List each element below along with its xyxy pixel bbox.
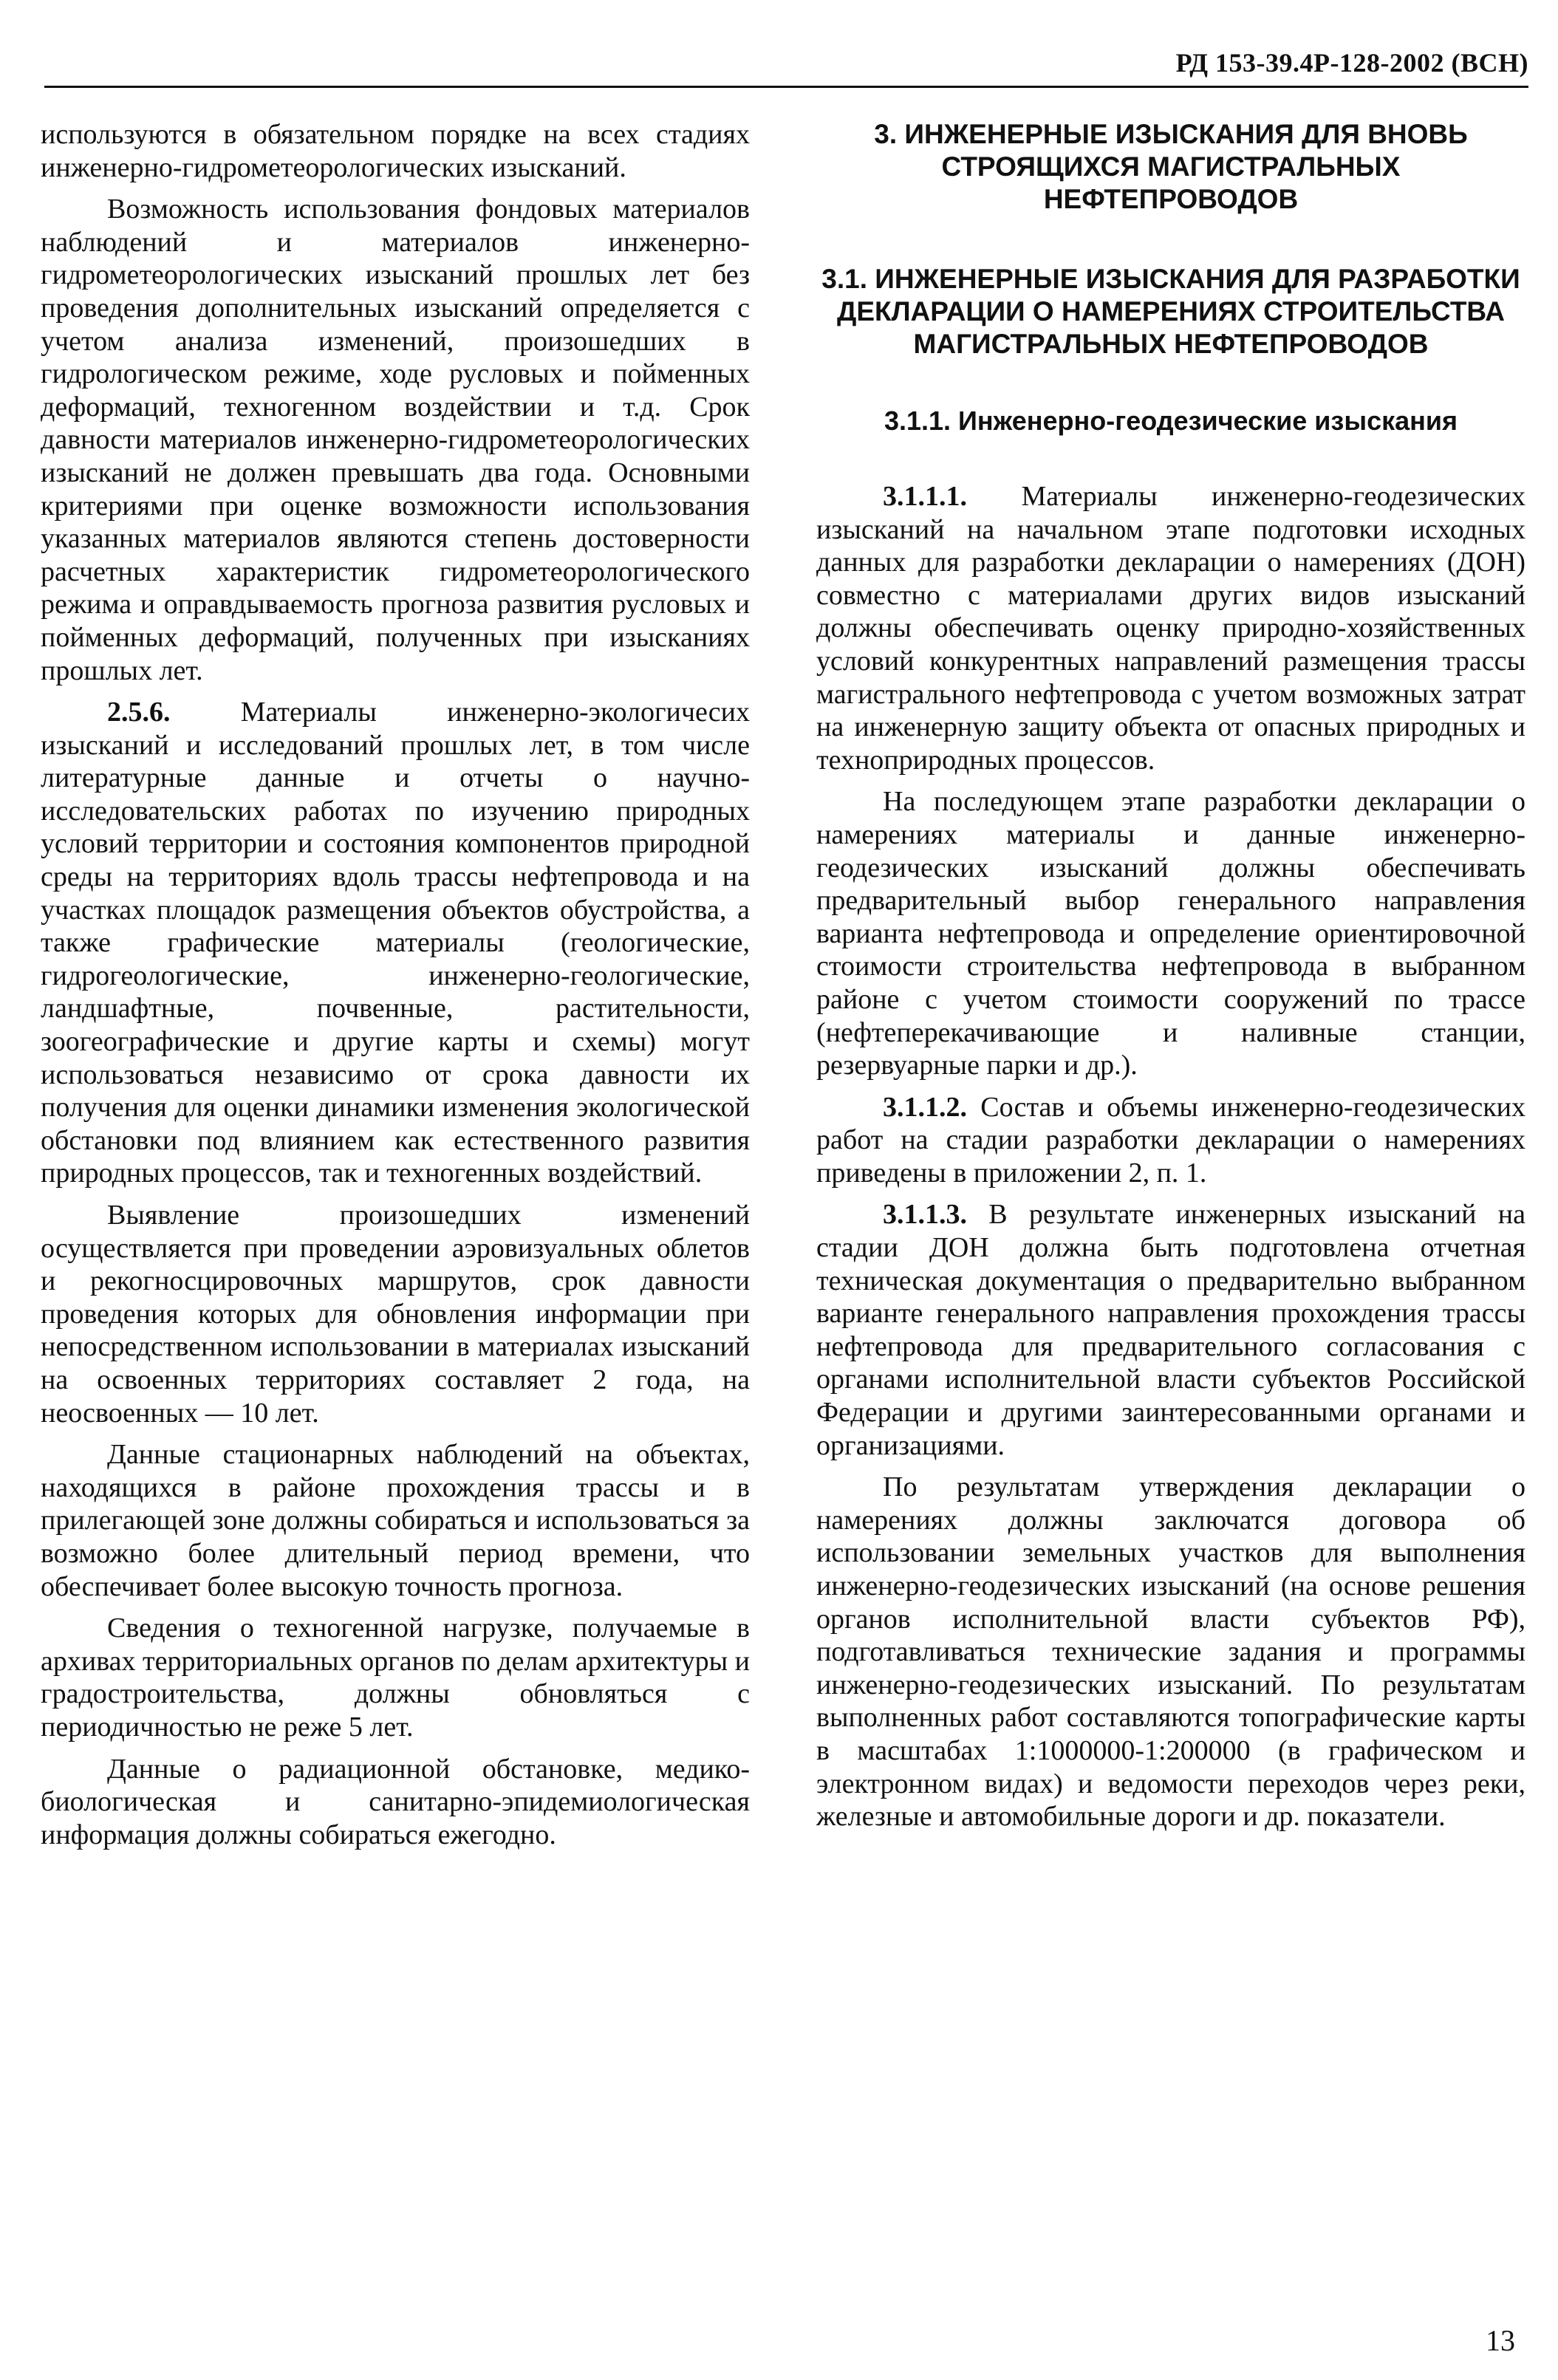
paragraph: Выявление произошедших изменений осуществляется при проведении аэровизуальных облетов и рекогносцировочных маршрутов, срок давности проведения которых для обновления информации при непосредственном использовании в материалах изысканий на освоенных территориях составляет 2 года, на неосвоенных — 10 лет. <box>41 1200 750 1429</box>
left-column <box>41 118 750 1860</box>
paragraph: На последующем этапе разработки декларации о намерениях материалы и данные инженерно-геодезических изысканий должны обеспечивать предварительный выбор генерального направления варианта нефтепровода и определение ориентировочной стоимости строительства нефтепровода в выбранном районе с учетом стоимости сооружений по трассе (нефтеперекачивающие и наливные станции, резервуарные парки и др.). <box>816 786 1525 1081</box>
document-code: РД 153-39.4Р-128-2002 (ВСН) <box>1175 48 1528 78</box>
clause-number: 3.1.1.1. <box>883 481 967 512</box>
paragraph: Данные о радиационной обстановке, медико-биологическая и санитарно-эпидемиологическая информация должны собираться ежегодно. <box>41 1753 750 1850</box>
paragraph: Сведения о техногенной нагрузке, получаемые в архивах территориальных органов по делам архитектуры и градостроительства, должны обновляться с периодичностью не реже 5 лет. <box>41 1613 750 1743</box>
page-number: 13 <box>1486 2324 1515 2357</box>
clause-number: 3.1.1.3. <box>883 1199 967 1231</box>
paragraph <box>41 696 750 1190</box>
paragraph: Данные стационарных наблюдений на объектах, находящихся в районе прохождения трассы и в прилегающей зоне должны собираться и использоваться за возможно более длительный период времени, что обеспечивает более высокую точность прогноза. <box>41 1439 750 1602</box>
section-heading-3-1-1: 3.1.1. Инженерно-геодезические изыскания <box>884 406 1458 436</box>
section-heading-3-1: 3.1. ИНЖЕНЕРНЫЕ ИЗЫСКАНИЯ ДЛЯ РАЗРАБОТКИ ДЕКЛАРАЦИИ О НАМЕРЕНИЯХ СТРОИТЕЛЬСТВА МАГИСТРАЛЬНЫХ НЕФТЕПРОВОДОВ <box>821 264 1520 359</box>
paragraph-text: Материалы инженерно-экологичесих изысканий и исследований прошлых лет, в том числе литературные данные и отчеты о научно-исследовательских работах по изучению природных условий территории и состояния компонентов природной среды на территориях вдоль трассы нефтепровода и на участках площадок размещения объектов обустройства, а также графические материалы (геологические, гидрогеологические, инженерно-геологические, ландшафтные, почвенные, растительности, зоогеографические и другие карты и схемы) могут использоваться независимо от срока давности их получения для оценки динамики изменения экологической обстановки под влиянием как естественного развития природных процессов, так и техногенных воздействий. <box>41 697 750 1189</box>
page-header <box>44 44 1528 88</box>
paragraph: используются в обязательном порядке на всех стадиях инженерно-гидрометеорологических изысканий. <box>41 119 750 183</box>
right-column <box>816 118 1525 1842</box>
paragraph-text: Материалы инженерно-геодезических изысканий на начальном этапе подготовки исходных данных для разработки декларации о намерениях (ДОН) совместно с материалами других видов изысканий должны обеспечивать оценку природно-хозяйственных условий конкурентных направлений размещения трассы магистрального нефтепровода с учетом возможных затрат на инженерную защиту объекта от опасных природных и техноприродных процессов. <box>816 481 1525 776</box>
paragraph-text: Состав и объемы инженерно-геодезических работ на стадии разработки декларации о намерениях приведены в приложении 2, п. 1. <box>816 1091 1525 1189</box>
paragraph <box>816 1198 1525 1462</box>
paragraph <box>816 1091 1525 1190</box>
clause-number: 2.5.6. <box>107 697 171 728</box>
paragraph: По результатам утверждения декларации о намерениях должны заключатся договора об использовании земельных участков для выполнения инженерно-геодезических изысканий (на основе решения органов исполнительной власти субъектов РФ), подготавливаться технические задания и программы инженерно-геодезических изысканий. По результатам выполненных работ составляются топографические карты в масштабах 1:1000000-1:200000 (в графическом и электронном видах) и ведомости переходов через реки, железные и автомобильные дороги и др. показатели. <box>816 1471 1525 1833</box>
paragraph <box>816 480 1525 776</box>
paragraph: Возможность использования фондовых материалов наблюдений и материалов инженерно-гидрометеорологических изысканий прошлых лет без проведения дополнительных изысканий определяется с учетом анализа изменений, произошедших в гидрологическом режиме, ходе русловых и пойменных деформаций, техногенном воздействии и т.д. Срок давности материалов инженерно-гидрометеорологических изысканий не должен превышать два года. Основными критериями при оценке возможности использования указанных материалов являются степень достоверности расчетных характеристик гидрометеорологического режима и оправдываемость прогноза развития русловых и пойменных деформаций, полученных при изысканиях прошлых лет. <box>41 194 750 686</box>
paragraph-text: В результате инженерных изысканий на стадии ДОН должна быть подготовлена отчетная техническая документация о предварительно выбранном варианте генерального направления прохождения трассы нефтепровода для предварительного согласования с органами исполнительной власти субъектов Российской Федерации и другими заинтересованными органами и организациями. <box>816 1199 1525 1461</box>
section-heading-3: 3. ИНЖЕНЕРНЫЕ ИЗЫСКАНИЯ ДЛЯ ВНОВЬ СТРОЯЩИХСЯ МАГИСТРАЛЬНЫХ НЕФТЕПРОВОДОВ <box>874 119 1468 214</box>
clause-number: 3.1.1.2. <box>883 1091 967 1123</box>
